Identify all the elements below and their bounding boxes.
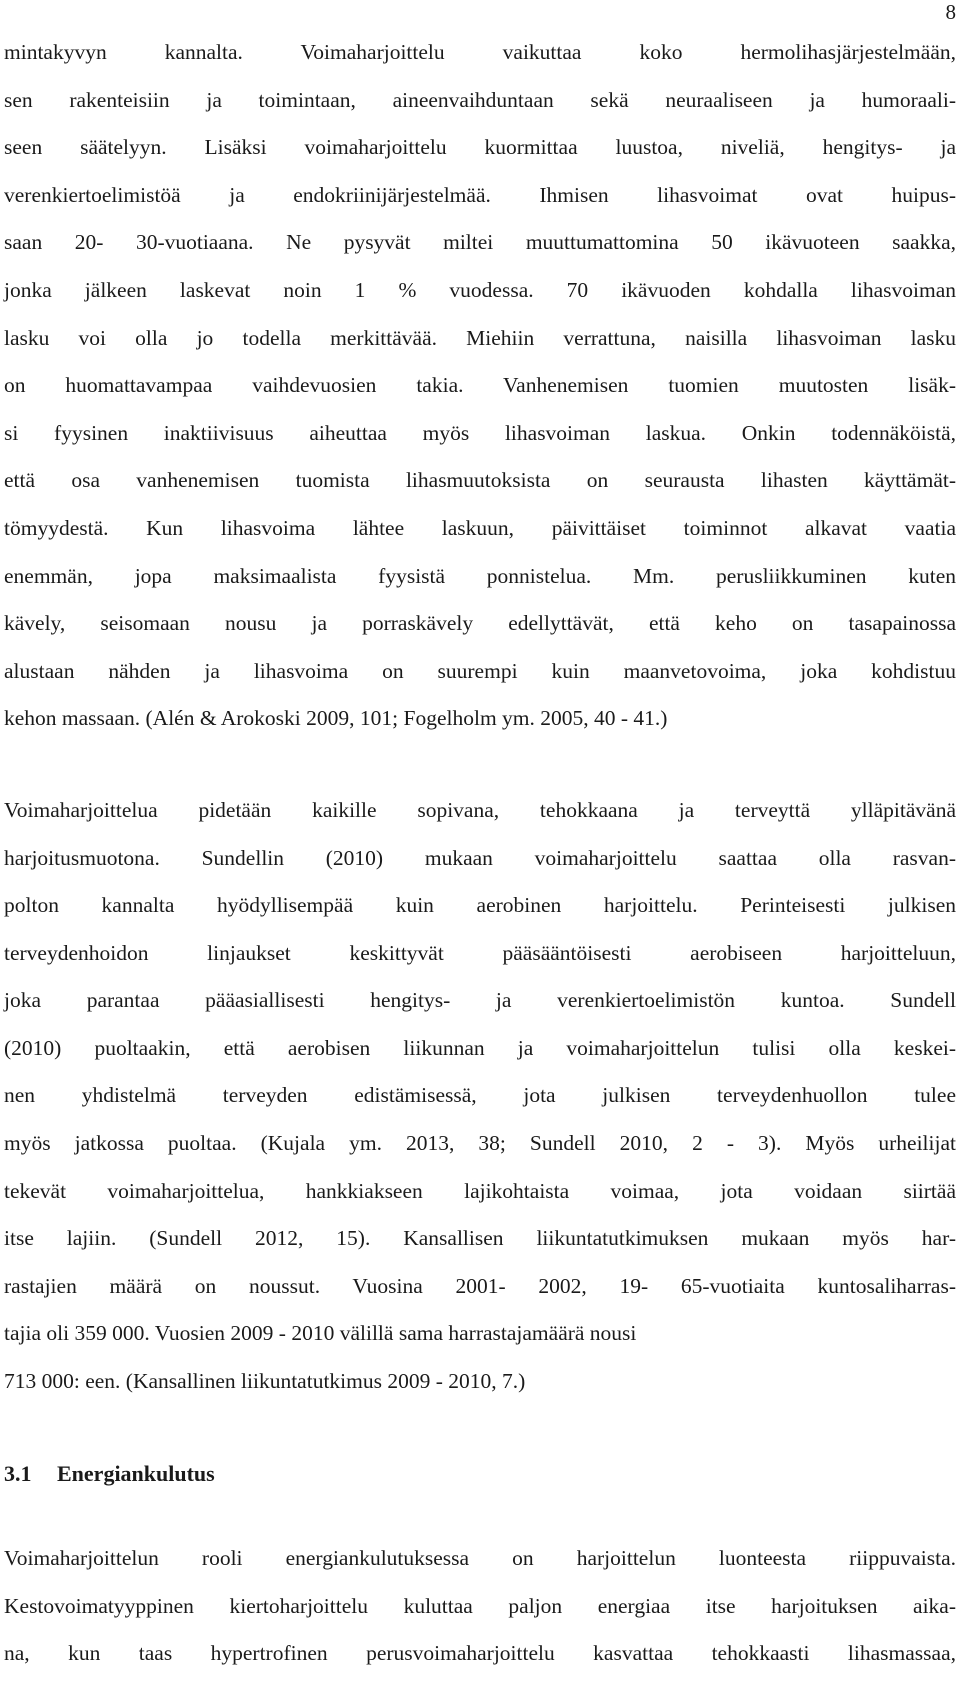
text-line: myös jatkossa puoltaa. (Kujala ym. 2013, 38; Sundell 2010, 2 - 3). Myös urheilijat (4, 1131, 956, 1156)
heading-spacer (4, 1497, 956, 1535)
text-line: lasku voi olla jo todella merkittävää. Miehiin verrattuna, naisilla lihasvoiman lasku (4, 325, 956, 350)
text-line: kävely, seisomaan nousu ja porraskävely edellyttävät, että keho on tasapainossa (4, 611, 956, 636)
text-line: tekevät voimaharjoittelua, hankkiakseen lajikohtaista voimaa, jota voidaan siirtää (4, 1178, 956, 1203)
text-line: Voimaharjoittelua pidetään kaikille sopivana, tehokkaana ja terveyttä ylläpitävänä (4, 797, 956, 822)
text-line: terveydenhoidon linjaukset keskittyvät pääsääntöisesti aerobiseen harjoitteluun, (4, 940, 956, 965)
paragraph-3 (4, 1535, 956, 1678)
text-line: verenkiertoelimistöä ja endokriinijärjestelmää. Ihmisen lihasvoimat ovat huipus- (4, 182, 956, 207)
text-line: saan 20- 30-vuotiaana. Ne pysyvät miltei muuttumattomina 50 ikävuoteen saakka, (4, 230, 956, 255)
text-line: tömyydestä. Kun lihasvoima lähtee laskuun, päivittäiset toiminnot alkavat vaatia (4, 515, 956, 540)
paragraph-spacer (4, 743, 956, 787)
text-line: joka parantaa pääasiallisesti hengitys- ja verenkiertoelimistön kuntoa. Sundell (4, 988, 956, 1013)
text-line: alustaan nähden ja lihasvoima on suurempi kuin maanvetovoima, joka kohdistuu (4, 658, 956, 683)
text-line: Voimaharjoittelun rooli energiankulutuksessa on harjoittelun luonteesta riippuvaista. (4, 1546, 956, 1571)
text-line: 713 000: een. (Kansallinen liikuntatutkimus 2009 - 2010, 7.) (4, 1369, 526, 1394)
text-line: nen yhdistelmä terveyden edistämisessä, jota julkisen terveydenhuollon tulee (4, 1083, 956, 1108)
text-line: seen säätelyyn. Lisäksi voimaharjoittelu kuormittaa luustoa, niveliä, hengitys- ja (4, 135, 956, 160)
text-line: Kestovoimatyyppinen kiertoharjoittelu kuluttaa paljon energiaa itse harjoituksen aika- (4, 1593, 956, 1618)
text-line: kehon massaan. (Alén & Arokoski 2009, 101; Fogelholm ym. 2005, 40 - 41.) (4, 706, 668, 731)
text-line: na, kun taas hypertrofinen perusvoimaharjoittelu kasvattaa tehokkaasti lihasmassaa, (4, 1641, 956, 1666)
text-line: rastajien määrä on noussut. Vuosina 2001- 2002, 19- 65-vuotiaita kuntosaliharras- (4, 1273, 956, 1298)
text-line: on huomattavampaa vaihdevuosien takia. Vanhenemisen tuomien muutosten lisäk- (4, 373, 956, 398)
text-line: sen rakenteisiin ja toimintaan, aineenvaihduntaan sekä neuraaliseen ja humoraali- (4, 87, 956, 112)
text-line: polton kannalta hyödyllisempää kuin aerobinen harjoittelu. Perinteisesti julkisen (4, 893, 956, 918)
section-number: 3.1 (4, 1460, 32, 1486)
section-title: Energiankulutus (57, 1460, 215, 1486)
text-line: jonka jälkeen laskevat noin 1 % vuodessa. 70 ikävuoden kohdalla lihasvoiman (4, 277, 956, 302)
section-heading (4, 1450, 956, 1498)
text-line: harjoitusmuotona. Sundellin (2010) mukaan voimaharjoittelu saattaa olla rasvan- (4, 845, 956, 870)
document-body (4, 29, 956, 1678)
paragraph-2 (4, 787, 956, 1406)
text-line: että osa vanhenemisen tuomista lihasmuutoksista on seurausta lihasten käyttämät- (4, 468, 956, 493)
text-line: (2010) puoltaakin, että aerobisen liikunnan ja voimaharjoittelun tulisi olla keskei- (4, 1035, 956, 1060)
page-number: 8 (945, 0, 956, 24)
section-spacer (4, 1406, 956, 1450)
text-line: mintakyvyn kannalta. Voimaharjoittelu vaikuttaa koko hermolihasjärjestelmään, (4, 40, 956, 64)
text-line: tajia oli 359 000. Vuosien 2009 - 2010 välillä sama harrastajamäärä nousi (4, 1321, 637, 1346)
text-line: si fyysinen inaktiivisuus aiheuttaa myös lihasvoiman laskua. Onkin todennäköistä, (4, 420, 956, 445)
text-line: itse lajiin. (Sundell 2012, 15). Kansallisen liikuntatutkimuksen mukaan myös har- (4, 1226, 956, 1251)
text-line: enemmän, jopa maksimaalista fyysistä ponnistelua. Mm. perusliikkuminen kuten (4, 563, 956, 588)
paragraph-1 (4, 29, 956, 743)
